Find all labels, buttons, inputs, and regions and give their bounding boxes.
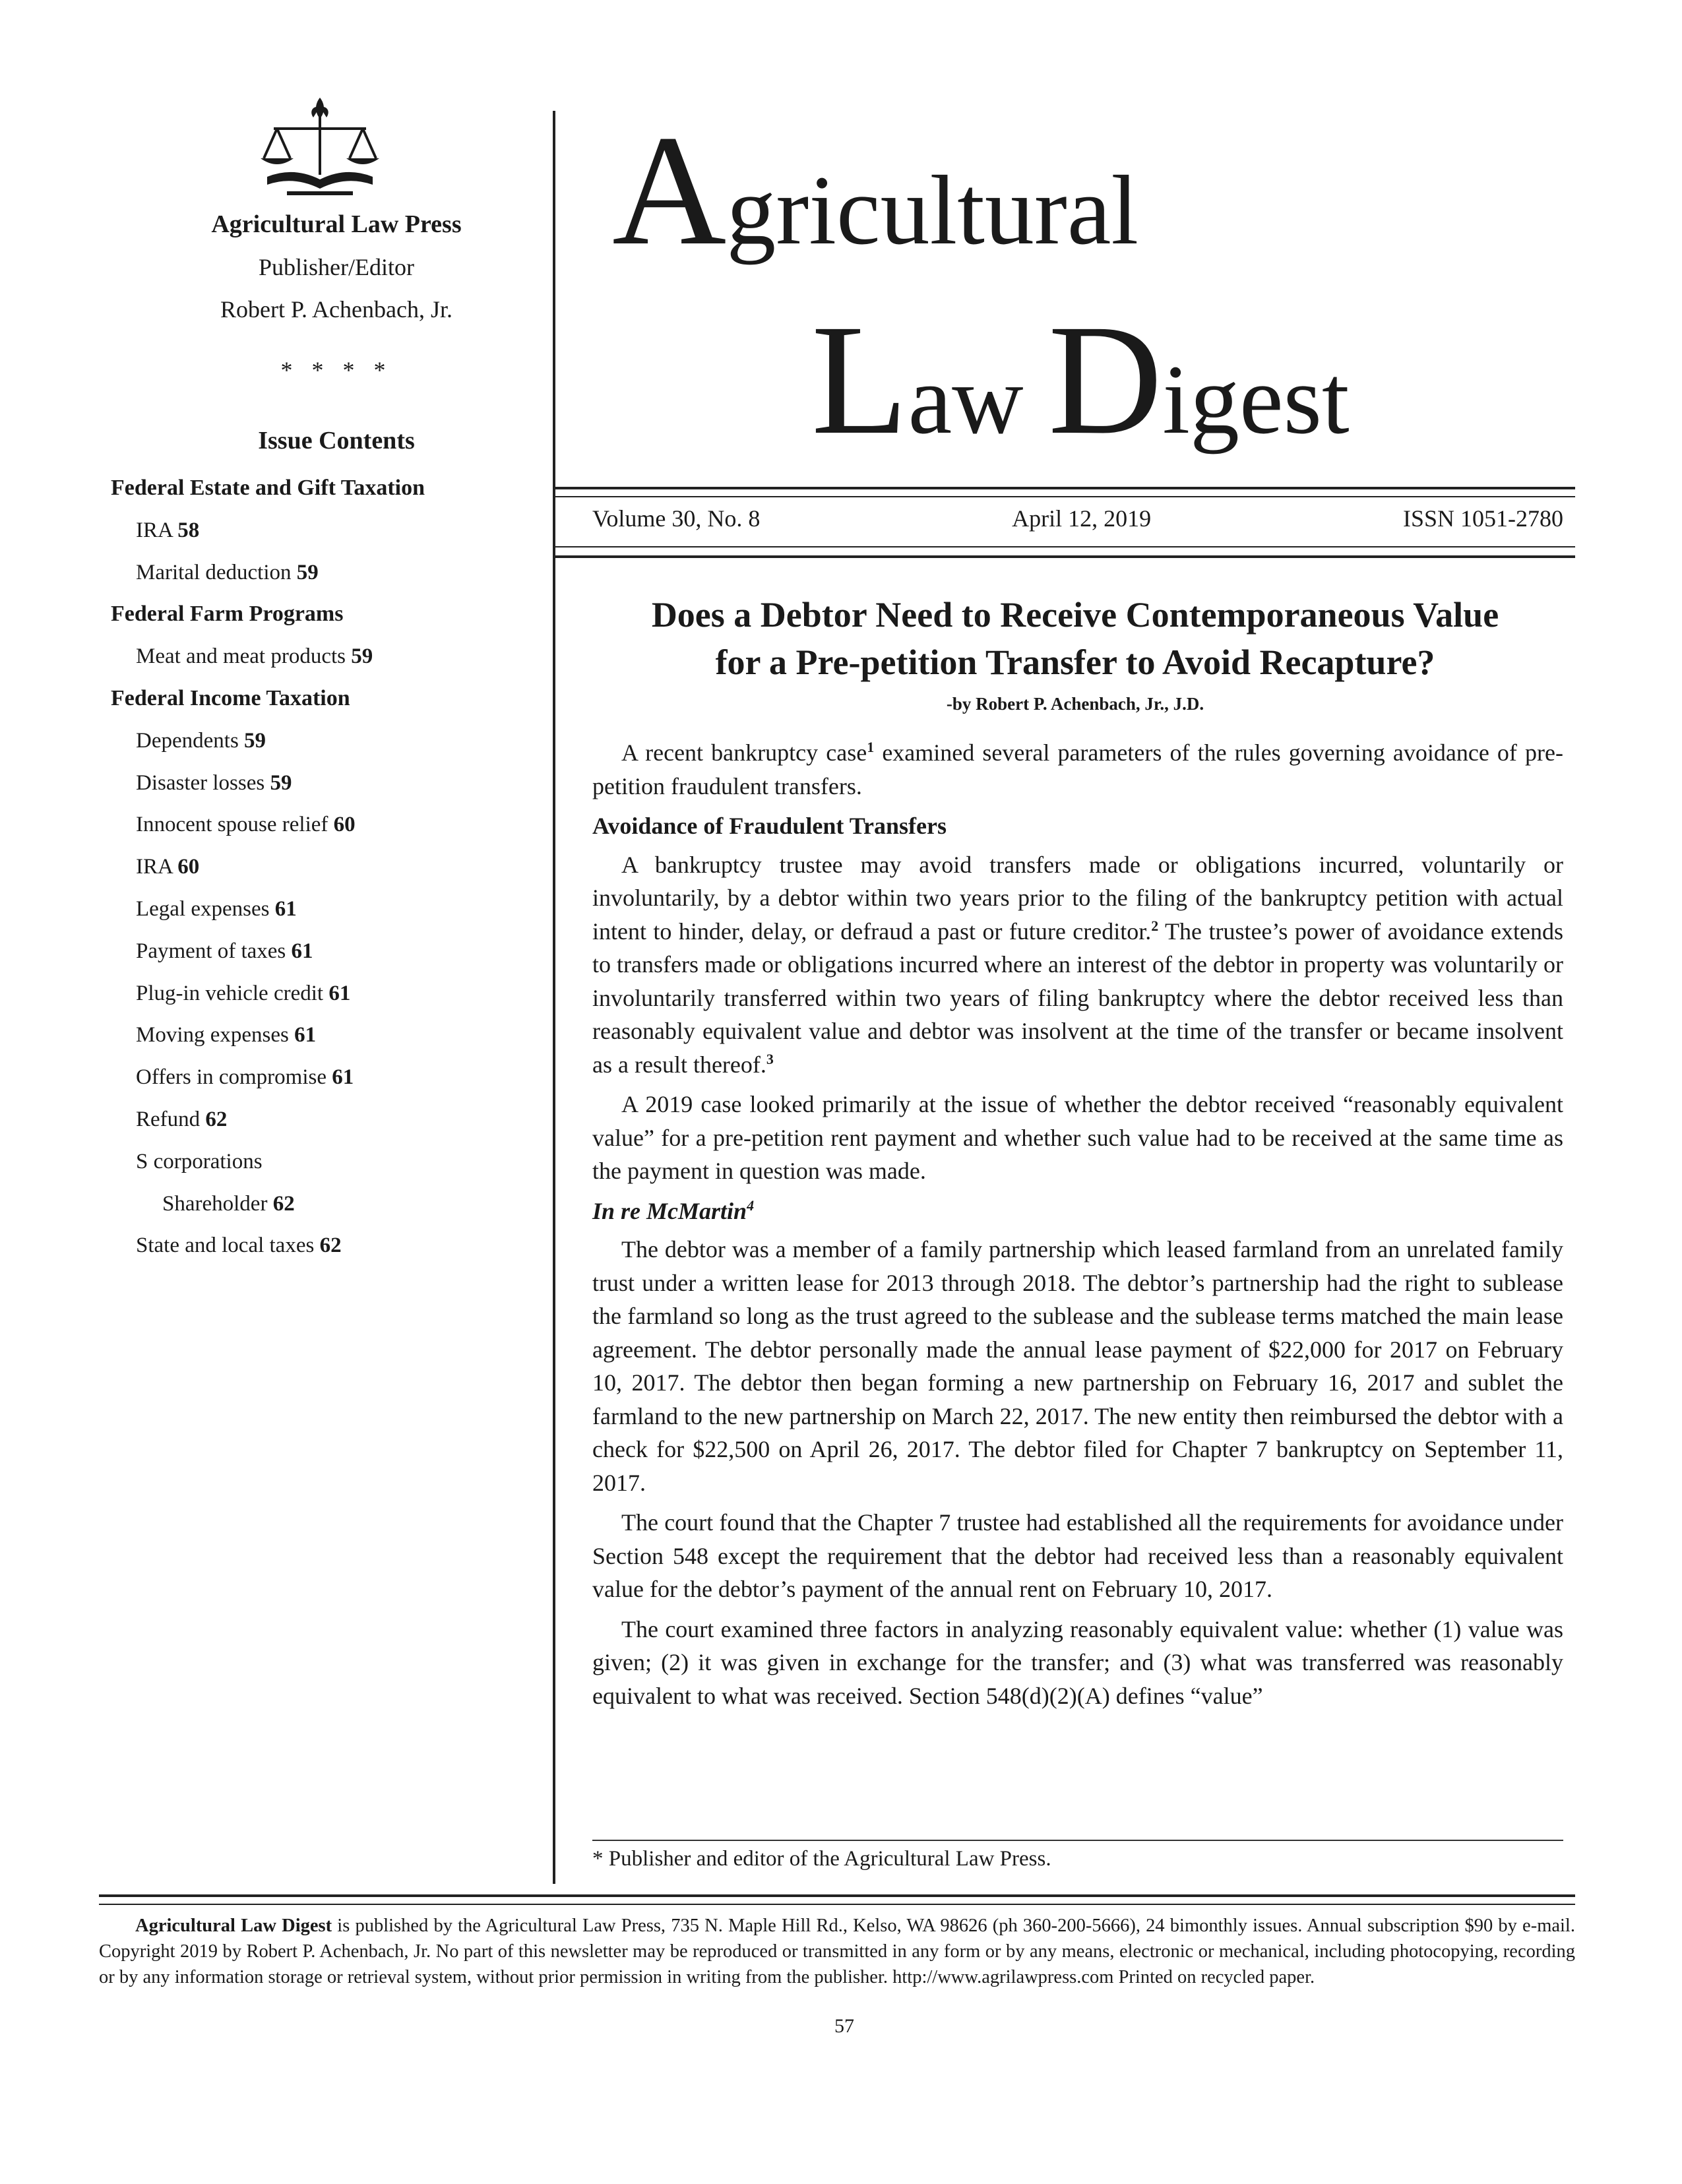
paragraph: The debtor was a member of a family partnership which leased farmland from an unrelated family trust under a written lease for 2013 through 2018. The debtor’s partnership had the right to sublease the farmland so long as the trust agreed to the sublease and the sublease terms matched the main lease agreement. The debtor personally made the annual lease payment of $22,000 for 2017 on February 10, 2017. The debtor then began forming a new partnership on February 16, 2017 and sublet the farmland to the new partnership on March 22, 2017. The new entity then reimbursed the debtor with a check for $22,500 on April 26, 2017. The debtor filed for Chapter 7 bankruptcy on September 11, 2017.	[592, 1236, 1563, 1496]
contents-item	[111, 847, 573, 889]
contents-label: Payment of taxes	[136, 939, 292, 963]
contents-category	[111, 468, 573, 511]
paragraph: A recent bankruptcy case$^1$ examined several parameters of the rules governing avoidance of pre-petition fraudulent transfers.	[592, 739, 1563, 799]
contents-label: Offers in compromise	[136, 1065, 332, 1090]
contents-label: Innocent spouse relief	[136, 813, 334, 837]
footnote-ref: 1	[867, 739, 875, 755]
contents-item	[111, 1142, 573, 1184]
colophon: Agricultural Law Digest is published by the Agricultural Law Press, 735 N. Maple Hill Rd., Kelso, WA 98626 (ph 360-200-5666), 24 bimonthly issues. Annual subscription $90 by e-mail. Copyright 2019 by Robert P. Achenbach, Jr. No part of this newsletter may be reproduced or transmitted in any form or by any means, electronic or mechanical, including photocopying, recording or by any information storage or retrieval system, without prior permission in writing from the publisher. http://www.agrilawpress.com Printed on recycled paper.	[99, 1916, 1575, 1987]
footnote-ref: 3	[766, 1050, 774, 1067]
contents-page-number: 61	[291, 939, 313, 963]
contents-item	[111, 553, 573, 595]
contents-category	[111, 679, 573, 721]
issue-contents-list	[111, 468, 573, 1268]
contents-label: Refund	[136, 1107, 206, 1131]
masthead-agricultural: Agricultural	[612, 102, 1139, 278]
contents-label: Moving expenses	[136, 1023, 295, 1047]
contents-label: Shareholder	[162, 1191, 273, 1216]
contents-label: State and local taxes	[136, 1233, 320, 1258]
masthead-rule	[553, 487, 1575, 489]
contents-item	[111, 1100, 573, 1142]
contents-page-number: 59	[270, 770, 292, 795]
footnote-rule	[592, 1840, 1563, 1841]
contents-page-number: 61	[294, 1023, 317, 1047]
contents-item	[111, 889, 573, 931]
masthead-rule	[553, 496, 1575, 497]
contents-page-number: 62	[272, 1191, 295, 1216]
article-byline: -by Robert P. Achenbach, Jr., J.D.	[946, 694, 1204, 714]
issn: ISSN 1051-2780	[1402, 505, 1563, 532]
contents-page-number: 61	[328, 981, 351, 1005]
article-title: Does a Debtor Need to Receive Contemporaneous Value for a Pre-petition Transfer to Avoid Recapture?	[651, 595, 1499, 682]
volume-number: Volume 30, No. 8	[592, 505, 761, 532]
contents-category	[111, 594, 573, 637]
section-heading: Avoidance of Fraudulent Transfers	[592, 813, 947, 839]
contents-label: Dependents	[136, 728, 245, 753]
contents-item	[111, 974, 573, 1016]
contents-item	[111, 1226, 573, 1268]
scales-book-logo-icon	[254, 92, 386, 204]
contents-item	[111, 637, 573, 679]
issue-date: April 12, 2019	[1012, 505, 1152, 532]
contents-page-number: 62	[205, 1107, 228, 1131]
contents-label: Disaster losses	[136, 770, 270, 795]
paragraph: A 2019 case looked primarily at the issue of whether the debtor received “reasonably equivalent value” for a pre-petition rent payment and whether such value had to be received at the same time as the payment in question was made.	[592, 1091, 1563, 1184]
contents-page-number: 60	[333, 813, 356, 837]
contents-label: Marital deduction	[136, 560, 297, 584]
contents-item	[111, 1015, 573, 1057]
contents-item	[111, 805, 573, 847]
footer-rule	[99, 1894, 1575, 1897]
editor-name: Robert P. Achenbach, Jr.	[220, 296, 452, 323]
article-body	[592, 736, 1563, 1719]
contents-page-number: 59	[244, 728, 266, 753]
footnote-ref: 4	[747, 1197, 755, 1214]
contents-page-number: 60	[177, 855, 200, 879]
contents-label: Federal Farm Programs	[111, 602, 344, 627]
contents-item	[111, 763, 573, 805]
contents-page-number: 62	[319, 1233, 342, 1258]
contents-label: Meat and meat products	[136, 644, 352, 669]
section-heading: In re McMartin$^4$	[592, 1197, 755, 1224]
contents-page-number: 59	[351, 644, 373, 669]
contents-page-number: 58	[177, 518, 200, 542]
contents-label: Federal Estate and Gift Taxation	[111, 476, 425, 500]
issue-contents-title: Issue Contents	[258, 427, 415, 454]
page-number: 57	[834, 2015, 854, 2037]
vertical-divider	[553, 111, 555, 1884]
contents-item	[111, 1184, 573, 1226]
footnote-ref: 2	[1151, 917, 1159, 934]
contents-item	[111, 931, 573, 974]
separator-stars: * * * *	[280, 357, 392, 383]
contents-page-number: 61	[332, 1065, 354, 1090]
issue-info-row	[592, 505, 1563, 532]
contents-label: Legal expenses	[136, 896, 275, 921]
contents-item	[111, 511, 573, 553]
footer-rule	[99, 1904, 1575, 1905]
contents-page-number: 59	[296, 560, 319, 584]
publisher-name: Agricultural Law Press	[211, 210, 462, 238]
contents-item	[111, 721, 573, 763]
contents-page-number: 61	[274, 896, 297, 921]
contents-label: Plug-in vehicle credit	[136, 981, 329, 1005]
contents-label: S corporations	[136, 1149, 263, 1173]
author-footnote: * Publisher and editor of the Agricultural Law Press.	[592, 1847, 1051, 1871]
paragraph: The court examined three factors in analyzing reasonably equivalent value: whether (1) value was given; (2) it was given in exchange for the transfer; and (3) what was transferred was reasonably equivalent to what was received. Section 548(d)(2)(A) defines “value”	[592, 1615, 1563, 1709]
masthead-law-digest: Law Digest	[811, 292, 1350, 467]
contents-label: IRA	[136, 855, 178, 879]
paragraph: The court found that the Chapter 7 trustee had established all the requirements for avoidance under Section 548 except the requirement that the debtor had received less than a reasonably equivalent value for the debtor’s payment of the annual rent on February 10, 2017.	[592, 1509, 1563, 1602]
publisher-role: Publisher/Editor	[259, 254, 414, 280]
paragraph: A bankruptcy trustee may avoid transfers made or obligations incurred, voluntarily or involuntarily, by a debtor within two years prior to the filing of the bankruptcy petition with actual intent to hinder, delay, or defraud a past or future creditor.$^2$ The trustee’s power of avoidance extends to transfers made or obligations incurred where an interest of the debtor in property was voluntarily or involuntarily transferred within two years of filing bankruptcy where the debtor received less than reasonably equivalent value and debtor was insolvent at the time of the transfer or became insolvent as a result thereof.$^3$	[592, 851, 1563, 1078]
contents-item	[111, 1057, 573, 1100]
contents-label: Federal Income Taxation	[111, 685, 350, 710]
contents-label: IRA	[136, 518, 178, 542]
masthead-rule	[553, 555, 1575, 558]
masthead-rule	[553, 546, 1575, 547]
